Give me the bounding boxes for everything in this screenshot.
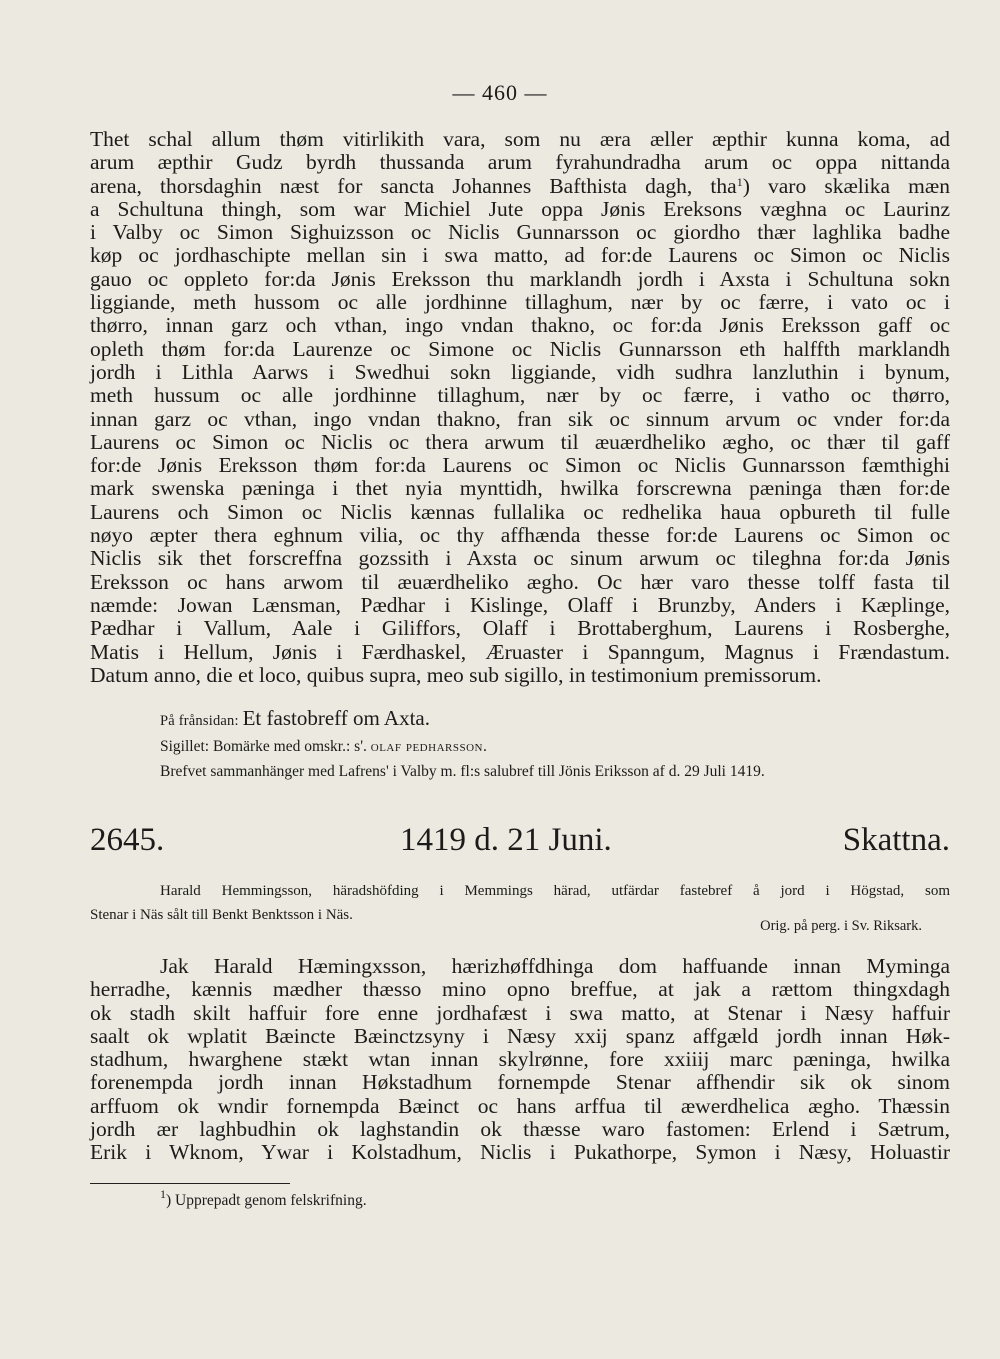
text-line: gauo oc oppleto for:da Jønis Ereksson thu marklandh jordh i Axsta i Schultuna sokn bbox=[90, 266, 950, 291]
letter-2-text bbox=[90, 955, 950, 1165]
text-line: køp oc jordhaschipte mellan sin i swa matto, ad for:de Laurens oc Simon oc Niclis bbox=[90, 243, 950, 268]
text-line: arum æpthir Gudz byrdh thussanda arum fyrahundradha arum oc oppa nittanda bbox=[90, 150, 950, 175]
footnote bbox=[160, 1187, 367, 1210]
text-line: mark swenska pæninga i thet nyia mynttidh, hwilka forscrewna pæninga thæn for:de bbox=[90, 476, 950, 501]
text-line: Pædhar i Vallum, Aale i Giliffors, Olaff i Brottaberghum, Laurens i Rosberghe, bbox=[90, 616, 950, 641]
document-heading bbox=[90, 822, 950, 862]
text-line: Laurens oc Simon oc Niclis oc thera arwum til æuærdheliko ægho, oc thær til gaff bbox=[90, 429, 950, 454]
seal-note bbox=[160, 734, 950, 759]
text-line: Jak Harald Hæmingxsson, hærizhøffdhinga dom haffuande innan Myminga bbox=[160, 954, 950, 978]
text-line: Niclis sik thet forscreffna gozssith i Axsta oc sinum arwum oc tileghna for:da Jønis bbox=[90, 546, 950, 571]
page-number: — 460 — bbox=[452, 80, 548, 105]
footnote-marker: 1 bbox=[160, 1187, 166, 1201]
note-label: På frånsidan: bbox=[160, 713, 239, 729]
text-line: Matis i Hellum, Jønis i Færdhaskel, Æruaster i Spanngum, Magnus i Frændastum. bbox=[90, 639, 950, 664]
seal-name: olaf pedharsson. bbox=[370, 738, 488, 755]
text-line: Datum anno, die et loco, quibus supra, meo sub sigillo, in testimonium premissorum. bbox=[90, 662, 822, 687]
summary-line: Stenar i Näs sålt till Benkt Benktsson i Näs. bbox=[90, 907, 353, 923]
text-line: ok stadh skilt haffuir fore enne jordhafæst i swa matto, at Stenar i Næsy haffuir bbox=[90, 1000, 950, 1025]
text-line: opleth thøm for:da Laurenze oc Simone oc Niclis Gunnarsson eth halffth marklandh bbox=[90, 336, 950, 361]
attachment-note: Brefvet sammanhänger med Lafrens' i Valby m. fl:s salubref till Jönis Eriksson af d. 29 Juli 1419. bbox=[160, 763, 765, 780]
document-number: 2645. bbox=[90, 822, 165, 858]
text-line: stadhum, hwarghene stækt wtan innan skylrønne, fore xxiiij marc pæninga, hwilka bbox=[90, 1047, 950, 1072]
document-date: 1419 d. 21 Juni. bbox=[400, 822, 612, 858]
document-place: Skattna. bbox=[842, 822, 950, 858]
letter-1-text bbox=[90, 128, 950, 687]
text-line: thørro, innan garz och vthan, ingo vndan thakno, oc for:da Jønis Ereksson gaff oc bbox=[90, 313, 950, 338]
text-line: innan garz oc vthan, ingo vndan thakno, fran sik oc sinnum arvum oc vnder for:da bbox=[90, 406, 950, 431]
footnote-text: ) Upprepadt genom felskrifning. bbox=[166, 1192, 367, 1209]
text-segment: ) varo skælika mæn bbox=[742, 173, 950, 198]
text-line: meth hussum oc alle jordhinne tillaghum, nær by oc færre, i vatho oc thørro, bbox=[90, 383, 950, 408]
text-line: nøyo æpter thera eghnum vilia, oc thy affhænda thesse for:de Laurens oc Simon oc bbox=[90, 523, 950, 548]
text-line: liggiande, meth hussom oc alle jordhinne tillaghum, nær by oc færre, i vato oc i bbox=[90, 290, 950, 315]
text-line bbox=[90, 175, 950, 198]
reverse-note bbox=[160, 706, 950, 734]
text-line: saalt ok wplatit Bæincte Bæinctzsyny i Næsy xxij spanz affgæld jordh innan Høk- bbox=[90, 1023, 950, 1048]
text-segment: arena, thorsdaghin næst for sancta Johannes Bafthista dagh, tha bbox=[90, 173, 737, 198]
text-line: arffuom ok wndir fornempda Bæinct oc hans arffua til æwerdhelica ægho. Thæssin bbox=[90, 1093, 950, 1118]
footnote-marker: 1 bbox=[736, 174, 743, 189]
text-line: Thet schal allum thøm vitirlikith vara, som nu æra æller æpthir kunna koma, ad bbox=[90, 127, 950, 151]
text-line: a Schultuna thingh, som war Michiel Jute oppa Jønis Ereksons væghna oc Laurinz bbox=[90, 196, 950, 221]
text-line: for:de Jønis Ereksson thøm for:da Laurens oc Simon oc Niclis Gunnarsson fæmthighi bbox=[90, 453, 950, 478]
text-line: forenempda jordh innan Høkstadhum fornempde Stenar affhendir sik ok sinom bbox=[90, 1070, 950, 1095]
text-line: Erik i Wknom, Ywar i Kolstadhum, Niclis i Pukathorpe, Symon i Næsy, Holuastir bbox=[90, 1140, 950, 1165]
text-line: i Valby oc Simon Sighuizsson oc Niclis Gunnarsson oc giordho thær laghlika badhe bbox=[90, 220, 950, 245]
text-line: jordh ær laghbudhin ok laghstandin ok thæsse waro fastomen: Erlend i Sætrum, bbox=[90, 1117, 950, 1142]
text-line: Ereksson oc hans arwom til æuærdheliko ægho. Oc hær varo thesse tolff fasta til bbox=[90, 569, 950, 594]
text-line: Laurens och Simon oc Niclis kænnas fullalika oc redhelika haua opbureth til fulle bbox=[90, 499, 950, 524]
note-label: Sigillet: Bomärke med omskr.: s'. bbox=[160, 738, 367, 755]
text-line: næmde: Jowan Lænsman, Pædhar i Kislinge, Olaff i Brunzby, Anders i Kæplinge, bbox=[90, 592, 950, 617]
text-line: herradhe, kænnis mædher thæsso mino opno breffue, at jak a rættom thingxdagh bbox=[90, 977, 950, 1002]
archival-notes bbox=[160, 706, 950, 784]
text-line: jordh i Lithla Aarws i Swedhui sokn liggiande, vidh sudhra lanzluthin i bynum, bbox=[90, 359, 950, 384]
note-text: Et fastobreff om Axta. bbox=[242, 706, 430, 730]
summary-line: Harald Hemmingsson, häradshöfding i Memmings härad, utfärdar fastebref å jord i Högstad, som bbox=[160, 883, 950, 899]
document-source: Orig. på perg. i Sv. Riksark. bbox=[760, 918, 922, 934]
footnote-divider bbox=[90, 1183, 290, 1184]
